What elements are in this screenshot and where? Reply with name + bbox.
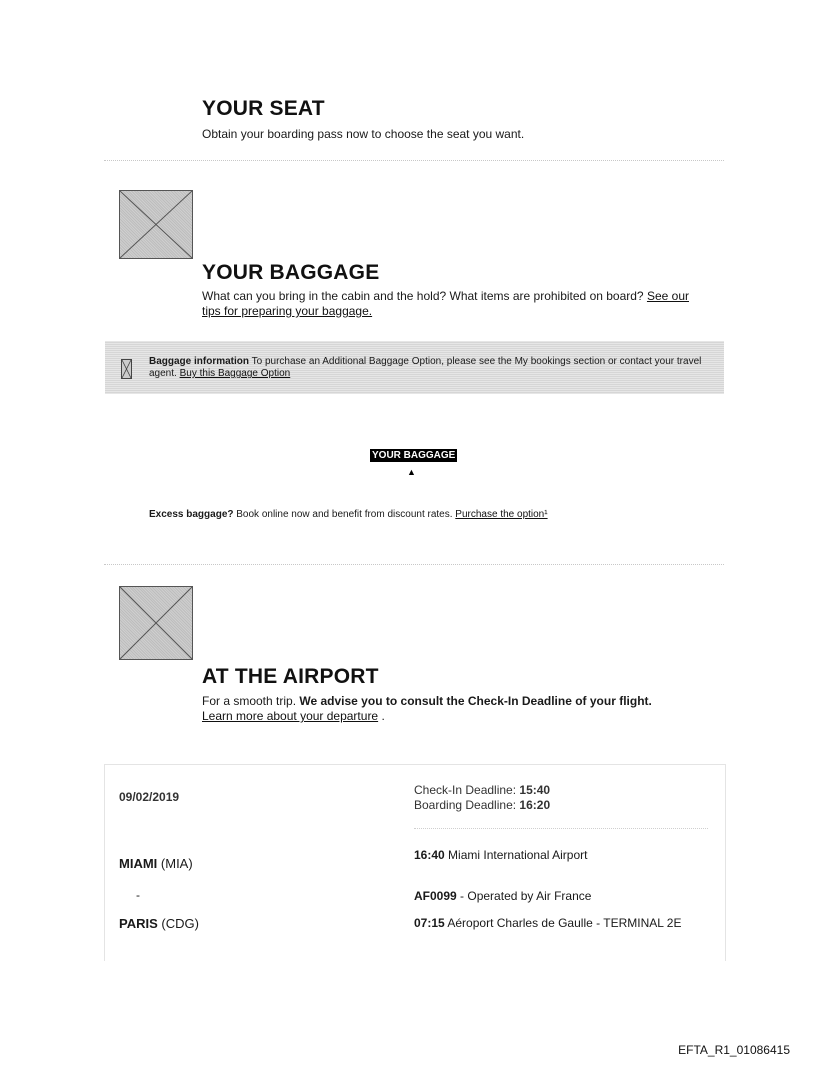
arrival-time: 07:15 (414, 916, 445, 930)
baggage-tag: YOUR BAGGAGE (372, 450, 456, 461)
document-id: EFTA_R1_01086415 (678, 1043, 790, 1057)
airport-text-plain: For a smooth trip. (202, 694, 297, 708)
origin-code: (MIA) (160, 856, 193, 871)
divider (414, 828, 708, 829)
baggage-info-desc: To purchase an Additional Baggage Option, please see the My bookings section or contact your travel agent. (149, 356, 702, 379)
departure (414, 848, 587, 863)
boarding-deadline (414, 798, 550, 813)
learn-departure-link[interactable]: Learn more about your departure (202, 709, 379, 723)
triangle-up-icon: ▲ (407, 467, 416, 477)
boarding-time: 16:20 (519, 798, 551, 812)
boarding-label: Boarding Deadline: (414, 798, 517, 812)
baggage-info-label: Baggage information (149, 356, 250, 367)
image-placeholder-icon (121, 359, 132, 379)
baggage-question: What can you bring in the cabin and the hold? What items are prohibited on board? (202, 289, 644, 303)
airport-text-bold: We advise you to consult the Check-In Deadline of your flight. (299, 694, 652, 708)
baggage-info-banner (105, 341, 724, 394)
airport-text (202, 694, 722, 724)
link-suffix: . (378, 709, 385, 723)
image-placeholder-icon (119, 586, 193, 660)
checkin-deadline (414, 783, 550, 798)
departure-time: 16:40 (414, 848, 445, 862)
deadlines (414, 783, 550, 813)
baggage-tips-link[interactable]: See our tips for preparing your baggage. (202, 289, 689, 318)
route-separator: - (136, 888, 140, 902)
airport-title: AT THE AIRPORT (202, 665, 379, 688)
excess-baggage (149, 509, 548, 521)
destination (119, 916, 199, 931)
flight-number: AF0099 (414, 889, 457, 903)
checkin-label: Check-In Deadline: (414, 783, 517, 797)
baggage-info-text (149, 356, 709, 380)
seat-title: YOUR SEAT (202, 97, 325, 120)
flight-number-row (414, 889, 591, 904)
origin-city: MIAMI (119, 856, 158, 871)
divider (104, 564, 724, 565)
checkin-time: 15:40 (519, 783, 551, 797)
image-placeholder-icon (119, 190, 193, 259)
seat-text: Obtain your boarding pass now to choose the seat you want. (202, 127, 525, 141)
flight-operator: - Operated by Air France (460, 889, 592, 903)
dest-city: PARIS (119, 916, 158, 931)
excess-label: Excess baggage? (149, 509, 234, 520)
baggage-title: YOUR BAGGAGE (202, 261, 380, 284)
origin (119, 856, 193, 871)
baggage-text (202, 289, 702, 319)
departure-airport: Miami International Airport (448, 848, 588, 862)
dest-code: (CDG) (161, 916, 199, 931)
arrival-airport: Aéroport Charles de Gaulle - TERMINAL 2E (447, 916, 682, 930)
divider (104, 160, 724, 161)
excess-text: Book online now and benefit from discount rates. (236, 509, 453, 520)
buy-baggage-link[interactable]: Buy this Baggage Option (179, 368, 291, 379)
flight-date: 09/02/2019 (119, 790, 180, 804)
purchase-option-link[interactable]: Purchase the option¹ (455, 509, 548, 520)
arrival (414, 916, 681, 931)
